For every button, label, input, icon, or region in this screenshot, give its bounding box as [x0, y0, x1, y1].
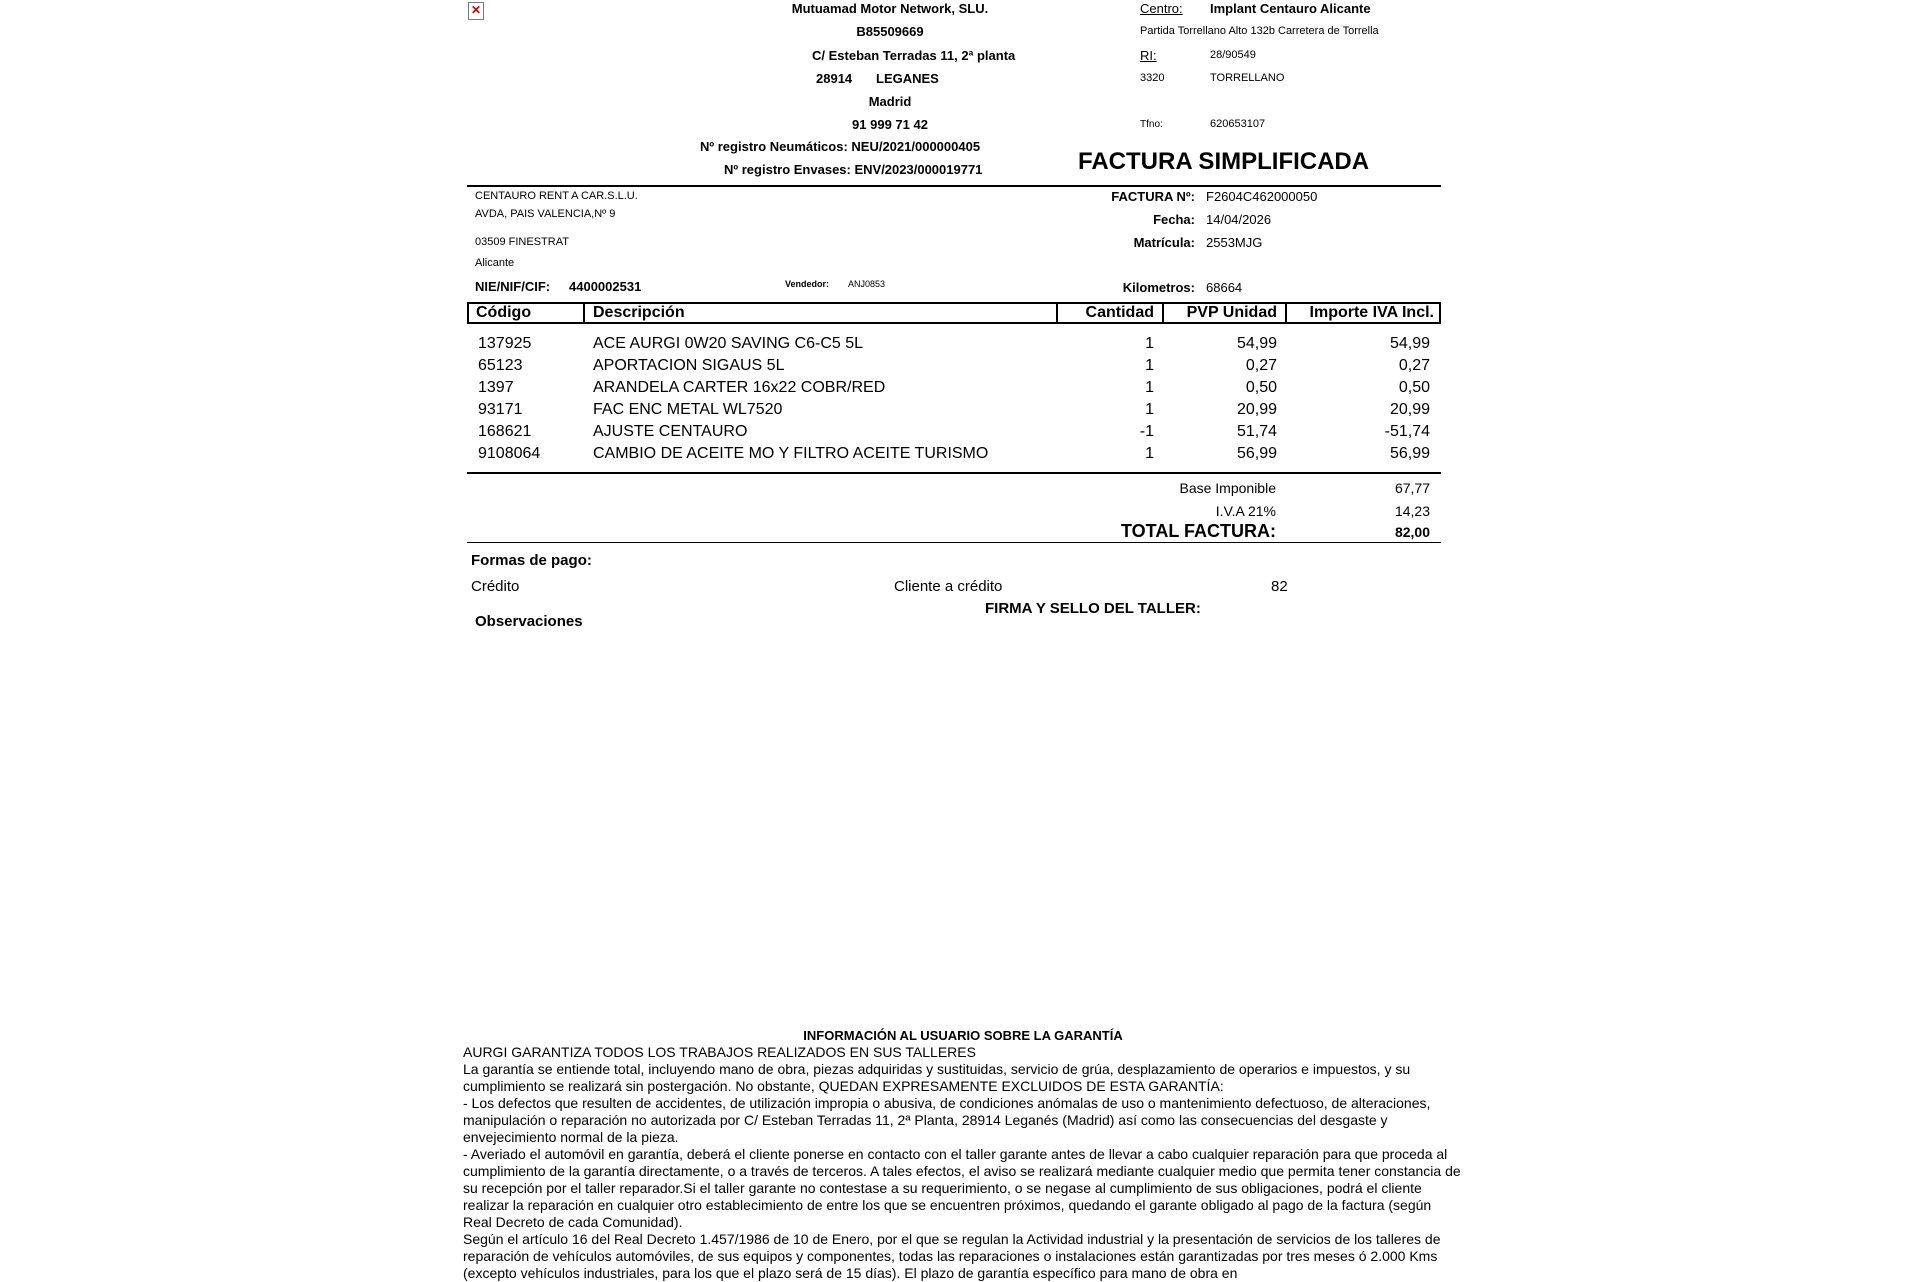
row-code: 93171	[478, 401, 523, 418]
table-bottom-divider	[467, 472, 1441, 474]
row-total: 0,50	[1398, 379, 1430, 396]
row-code: 9108064	[478, 445, 541, 462]
broken-logo-icon	[468, 2, 484, 20]
signature-label: FIRMA Y SELLO DEL TALLER:	[985, 600, 1201, 617]
tyre-registry: Nº registro Neumáticos: NEU/2021/000000405	[700, 139, 981, 154]
workshop-phone: 91 999 71 42	[852, 117, 928, 132]
customer-address: AVDA, PAIS VALENCIA,Nº 9	[475, 208, 616, 220]
workshop-city: LEGANES	[876, 71, 939, 86]
centre-phone: 620653107	[1210, 118, 1266, 130]
header-unit-price: PVP Unidad	[1186, 304, 1277, 321]
workshop-cif: B85509669	[856, 24, 924, 39]
plate-label: Matrícula:	[1133, 235, 1195, 250]
total-label: TOTAL FACTURA:	[1121, 521, 1276, 541]
row-quantity: 1	[1145, 445, 1154, 462]
centre-name: Implant Centauro Alicante	[1210, 1, 1371, 16]
payment-method: Crédito	[471, 578, 520, 595]
workshop-street: C/ Esteban Terradas 11, 2ª planta	[812, 48, 1016, 63]
row-quantity: 1	[1145, 379, 1154, 396]
row-code: 1397	[478, 379, 514, 396]
row-description: CAMBIO DE ACEITE MO Y FILTRO ACEITE TURISMO	[593, 445, 989, 462]
row-description: FAC ENC METAL WL7520	[593, 401, 783, 418]
header-total-vat: Importe IVA Incl.	[1309, 304, 1434, 321]
customer-postcode-city: 03509 FINESTRAT	[475, 236, 569, 248]
row-unit-price: 54,99	[1236, 335, 1277, 352]
row-total: 20,99	[1389, 401, 1430, 418]
invoice-date: 14/04/2026	[1206, 212, 1272, 227]
vat-value: 14,23	[1394, 503, 1430, 519]
row-quantity: -1	[1139, 423, 1154, 440]
payment-title: Formas de pago:	[471, 552, 592, 569]
col-divider	[583, 302, 585, 324]
centre-label: Centro:	[1140, 1, 1183, 16]
row-description: APORTACION SIGAUS 5L	[593, 357, 785, 374]
packaging-registry: Nº registro Envases: ENV/2023/000019771	[724, 162, 983, 177]
centre-city: TORRELLANO	[1210, 72, 1285, 84]
plate-value: 2553MJG	[1206, 235, 1263, 250]
payment-type: Cliente a crédito	[894, 578, 1003, 595]
seller-value: ANJ0853	[848, 279, 886, 289]
km-value: 68664	[1206, 280, 1243, 295]
warranty-paragraph: Según el artículo 16 del Real Decreto 1.457/1986 de 10 de Enero, por el que se regulan la Actividad industrial y la presentación de servicios de los talleres de reparación de vehículos automóviles, de sus equipos y componentes, todas las reparaciones o instalaciones están garantizadas por tres meses ó 2.000 Kms (excepto vehículos industriales, para los que el plazo será de 15 días). El plazo de garantía específico para mano de obra en	[463, 1231, 1441, 1281]
warranty-title: INFORMACIÓN AL USUARIO SOBRE LA GARANTÍA	[803, 1028, 1123, 1043]
base-value: 67,77	[1394, 480, 1430, 496]
row-code: 137925	[478, 335, 532, 352]
seller-label: Vendedor:	[785, 279, 830, 289]
invoice-number: F2604C462000050	[1206, 189, 1318, 204]
row-unit-price: 0,27	[1245, 357, 1277, 374]
row-unit-price: 20,99	[1236, 401, 1277, 418]
row-unit-price: 0,50	[1245, 379, 1277, 396]
payment-amount: 82	[1271, 578, 1288, 595]
observations-label: Observaciones	[475, 613, 583, 630]
nif-label: NIE/NIF/CIF:	[475, 279, 551, 294]
nif-value: 4400002531	[569, 279, 642, 294]
row-quantity: 1	[1145, 401, 1154, 418]
totals-divider	[467, 542, 1441, 543]
customer-province: Alicante	[475, 257, 515, 269]
row-code: 168621	[478, 423, 532, 440]
workshop-name: Mutuamad Motor Network, SLU.	[791, 1, 989, 16]
workshop-postcode: 28914	[816, 71, 853, 86]
ri-label: RI:	[1140, 48, 1157, 63]
header-divider	[467, 185, 1441, 187]
km-label: Kilometros:	[1122, 280, 1195, 295]
row-quantity: 1	[1145, 357, 1154, 374]
header-quantity: Cantidad	[1085, 304, 1154, 321]
row-description: ARANDELA CARTER 16x22 COBR/RED	[593, 379, 886, 396]
centre-postcode: 3320	[1140, 72, 1165, 84]
warranty-subtitle: AURGI GARANTIZA TODOS LOS TRABAJOS REALIZADOS EN SUS TALLERES	[463, 1044, 976, 1060]
row-unit-price: 51,74	[1236, 423, 1277, 440]
row-total: 0,27	[1398, 357, 1430, 374]
warranty-paragraph: - Averiado el automóvil en garantía, deberá el cliente ponerse en contacto con el taller garante antes de llevar a cabo cualquier reparación para que proceda al cumplimiento de la garantía directamente, o a través de terceros. A tales efectos, el aviso se realizará mediante cualquier medio que permita tener constancia de su recepción por el taller reparador.Si el taller garante no contestase a su requerimiento, o se negase al cumplimiento de sus obligaciones, podrá el cliente realizar la reparación en cualquier otro establecimiento de entre los que se encuentren próximos, quedando el garante obligado al pago de la factura (según Real Decreto de cada Comunidad).	[463, 1146, 1461, 1230]
invoice-number-label: FACTURA Nº:	[1111, 189, 1195, 204]
row-total: -51,74	[1384, 423, 1430, 440]
row-total: 54,99	[1389, 335, 1430, 352]
warranty-paragraph: La garantía se entiende total, incluyendo mano de obra, piezas adquiridas y sustituidas, servicio de grúa, desplazamiento de operarios e impuestos, y su cumplimiento se realizará sin postergación. No obstante, QUEDAN EXPRESAMENTE EXCLUIDOS DE ESTA GARANTÍA:	[463, 1061, 1411, 1094]
header-code: Código	[476, 304, 532, 321]
base-label: Base Imponible	[1179, 480, 1276, 496]
row-quantity: 1	[1145, 335, 1154, 352]
page-title: FACTURA SIMPLIFICADA	[1078, 148, 1370, 175]
row-total: 56,99	[1389, 445, 1430, 462]
header-description: Descripción	[593, 304, 685, 321]
row-code: 65123	[478, 357, 523, 374]
warranty-paragraph: - Los defectos que resulten de accidentes, de utilización impropia o abusiva, de condiciones anómalas de uso o mantenimiento defectuoso, de alteraciones, manipulación o reparación no autorizada por C/ Esteban Terradas 11, 2ª Planta, 28914 Leganés (Madrid) así como las consecuencias del desgaste y envejecimiento normal de la pieza.	[463, 1095, 1431, 1145]
ri-value: 28/90549	[1210, 49, 1256, 61]
customer-name: CENTAURO RENT A CAR.S.L.U.	[475, 190, 638, 202]
invoice-date-label: Fecha:	[1153, 212, 1195, 227]
row-description: AJUSTE CENTAURO	[593, 423, 748, 440]
centre-phone-label: Tfno:	[1140, 119, 1163, 130]
vat-label: I.V.A 21%	[1215, 503, 1276, 519]
centre-address: Partida Torrellano Alto 132b Carretera de Torrella	[1140, 25, 1379, 37]
row-description: ACE AURGI 0W20 SAVING C6-C5 5L	[593, 335, 864, 352]
row-unit-price: 56,99	[1236, 445, 1277, 462]
workshop-province: Madrid	[868, 94, 912, 109]
total-value: 82,00	[1394, 524, 1430, 540]
